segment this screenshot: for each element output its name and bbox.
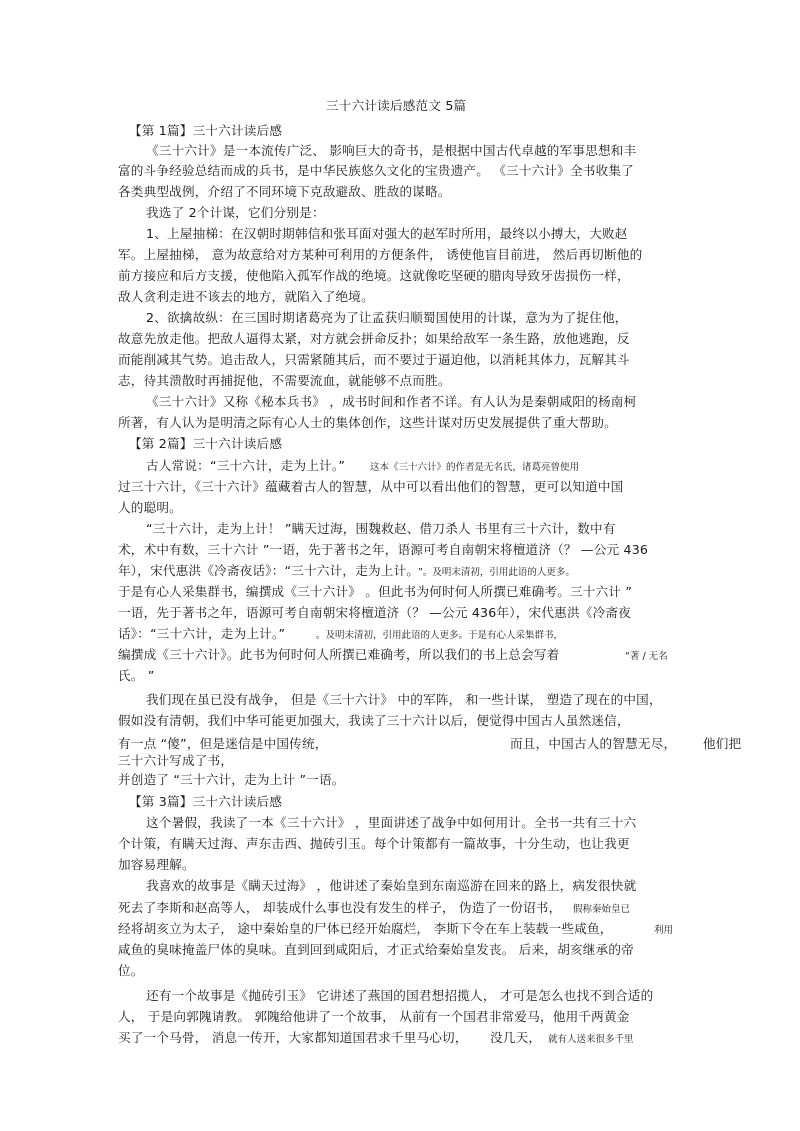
text-line: 加容易理解。 — [118, 857, 195, 872]
text-line: 古人常说：“三十六计，走为上计。” — [146, 458, 346, 473]
text-line: 话》：“三十六计，走为上计。” — [118, 626, 286, 641]
text-line: 并创造了 “三十六计，走为上计 ”一语。 — [118, 772, 345, 787]
text-line: 氏。 ” — [118, 668, 155, 683]
text-line: 利用 — [654, 925, 674, 936]
section-heading-2: 【第 2篇】三十六计读后感 — [129, 436, 283, 451]
text-line: 这本《三十六计》的作者是无名氏，诸葛亮曾使用 — [370, 462, 580, 473]
section-heading-3: 【第 3篇】三十六计读后感 — [129, 794, 283, 809]
text-line: 敌人贪利走进不该去的地方，就陷入了绝境。 — [118, 289, 374, 304]
text-line: 故意先放走他。把敌人逼得太紧，对方就会拼命反扑；如果给敌军一条生路，放他逃跑，反 — [118, 331, 630, 346]
text-line: 我喜欢的故事是《瞒天过海》 ，他讲述了秦始皇到东南巡游在回来的路上，病发很快就 — [146, 878, 637, 893]
text-line: 有一点 “傻”，但是迷信是中国传统， — [118, 736, 328, 751]
text-line: 还有一个故事是《抛砖引玉》 它讲述了燕国的国君想招揽人， 才可是怎么也找不到合适的 — [146, 988, 654, 1003]
text-line: 年），宋代惠洪《冷斋夜话》：“三十六计，走为上计。 — [118, 563, 420, 578]
text-line: 经将胡亥立为太子， 途中秦始皇的尸体已经开始腐烂， 李斯下令在车上装载一些咸鱼， — [118, 921, 613, 936]
text-line: 2、欲擒故纵：在三国时期诸葛亮为了让孟获归顺蜀国使用的计谋，意为为了捉住他， — [146, 310, 628, 325]
text-line: 三十六计写成了书， — [118, 753, 234, 768]
text-line: 假如没有清朝，我们中华可能更加强大，我读了三十六计以后，便觉得中国古人虽然迷信， — [118, 713, 630, 728]
text-line: ”。及明末清初，引用此语的人更多。 — [418, 567, 575, 578]
text-line: 没几天， — [490, 1030, 542, 1045]
text-line: 他们把 — [703, 736, 742, 751]
text-line: 而且，中国古人的智慧无尽， — [510, 736, 677, 751]
text-line: 个计策，有瞒天过海、声东击西、抛砖引玉。每个计策都有一篇故事，十分生动，也让我更 — [118, 836, 630, 851]
text-line: 位。 — [118, 963, 144, 978]
text-line: 术，术中有数，三十六计 ”一语，先于著书之年，语源可考自南朝宋将檀道济（？ —公元 436 — [118, 542, 649, 557]
text-line: 过三十六计，《三十六计》蕴藏着古人的智慧，从中可以看出他们的智慧，更可以知道中国 — [118, 479, 624, 494]
text-line: 《三十六计》又称《秘本兵书》 ，成书时间和作者不详。有人认为是秦朝咸阳的杨南柯 — [146, 394, 637, 409]
text-line: “著 / 无名 — [625, 651, 668, 662]
text-line: 志，待其溃散时再捕捉他，不需要流血，就能够不点而胜。 — [118, 373, 451, 388]
text-line: 我们现在虽已没有战争， 但是《三十六计》 中的军阵， 和一些计谋， 塑造了现在的中国， — [146, 692, 662, 707]
section-heading-1: 【第 1篇】三十六计读后感 — [129, 123, 283, 138]
text-line: 所著，有人认为是明清之际有心人士的集体创作，这些计谋对历史发展提供了重大帮助。 — [118, 415, 617, 430]
text-line: 《三十六计》是一本流传广泛、 影响巨大的奇书，是根据中国古代卓越的军事思想和丰 — [146, 143, 637, 158]
text-line: 我选了 2个计谋，它们分别是： — [146, 205, 325, 220]
document-title: 三十六计读后感范文 5篇 — [326, 98, 467, 113]
text-line: 编撰成《三十六计》。此书为何时何人所撰已难确考，所以我们的书上总会写着 — [118, 647, 560, 662]
text-line: 咸鱼的臭味掩盖尸体的臭味。直到回到咸阳后，才正式给秦始皇发丧。 后来，胡亥继承的帝 — [118, 942, 634, 957]
text-line: 前方接应和后方支援，使他陷入孤军作战的绝境。这就像吃坚硬的腊肉导致牙齿损伤一样， — [118, 268, 630, 283]
text-line: 。及明末清初，引用此语的人更多。于是有心人采集群书， — [316, 630, 564, 641]
text-line: 富的斗争经验总结而成的兵书，是中华民族悠久文化的宝贵遗产。 《三十六计》全书收集了 — [118, 163, 634, 178]
text-line: 这个暑假，我读了一本《三十六计》 ，里面讲述了战争中如何用计。全书一共有三十六 — [146, 815, 637, 830]
text-line: 死去了李斯和赵高等人， 却装成什么事也没有发生的样子， 伪造了一份诏书， — [118, 900, 562, 915]
text-line: 1、上屋抽梯：在汉朝时期韩信和张耳面对强大的赵军时所用，最终以小搏大，大败赵 — [146, 226, 628, 241]
text-line: 就有人送来很多千里 — [548, 1034, 634, 1045]
text-line: 人， 于是向郭隗请教。 郭隗给他讲了一个故事， 从前有一个国君非常爱马，他用千两黄金 — [118, 1009, 630, 1024]
text-line: 而能削减其气势。追击敌人，只需紧随其后，而不要过于逼迫他，以消耗其体力，瓦解其斗 — [118, 352, 630, 367]
text-line: 买了一个马骨， 消息一传开，大家都知道国君求千里马心切， — [118, 1030, 468, 1045]
text-line: 各类典型战例，介绍了不同环境下克敌避敌、胜敌的谋略。 — [118, 184, 451, 199]
text-line: 假称秦始皇已 — [573, 904, 631, 915]
text-line: 一语，先于著书之年，语源可考自南朝宋将檀道济（？ —公元 436年），宋代惠洪《冷斋夜 — [118, 605, 631, 620]
text-line: “三十六计，走为上计！ ”瞒天过海，围魏救赵、借刀杀人 书里有三十六计，数中有 — [146, 521, 616, 536]
text-line: 人的聪明。 — [118, 500, 182, 515]
text-line: 军。上屋抽梯， 意为故意给对方某种可利用的方便条件， 诱使他盲目前进， 然后再切断他的 — [118, 247, 643, 262]
text-line: 于是有心人采集群书，编撰成《三十六计》 。但此书为何时何人所撰已难确考。三十六计 ” — [118, 584, 633, 599]
